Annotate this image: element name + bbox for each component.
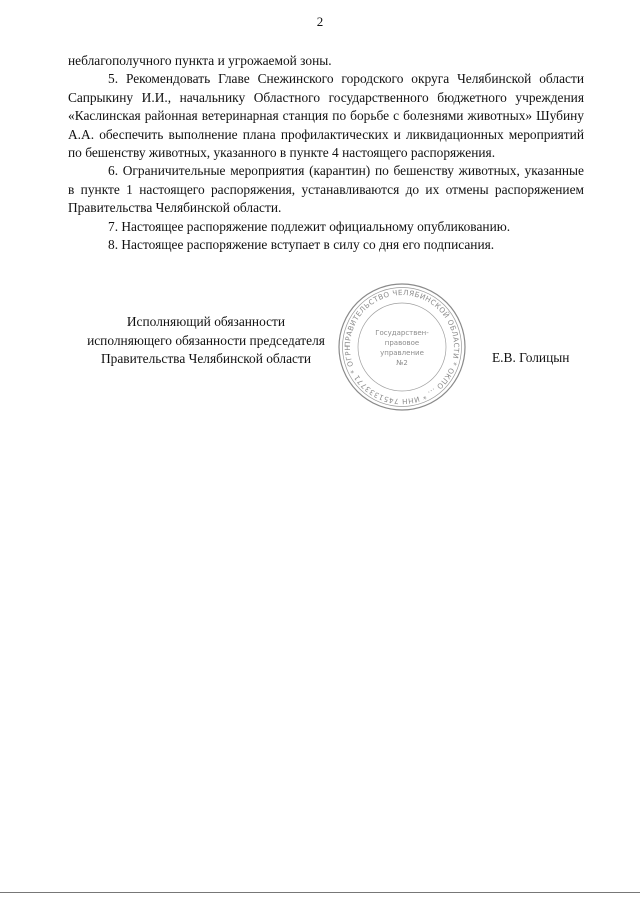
signatory-position-line3: Правительства Челябинской области	[101, 351, 311, 367]
signatory-position	[72, 313, 340, 369]
official-seal	[336, 281, 468, 413]
paragraph-item-8: 8. Настоящее распоряжение вступает в силу со дня его подписания.	[108, 237, 495, 253]
document-body	[68, 52, 584, 254]
page-bottom-edge	[0, 892, 640, 893]
signer-name: Е.В. Голицын	[492, 350, 570, 365]
signatory-position-line1: Исполняющий обязанности	[126, 314, 286, 329]
seal-center-line1: Государствен-	[375, 329, 429, 337]
paragraph-continuation: неблагополучного пункта и угрожаемой зоны.	[68, 53, 332, 68]
seal-outer-text: ПРАВИТЕЛЬСТВО ЧЕЛЯБИНСКОЙ ОБЛАСТИ * ОКПО ... * ИНН 7451333771 * ОГРН	[342, 287, 462, 407]
signatory-position-line2: исполняющего обязанности председателя	[87, 332, 325, 348]
seal-center-line4: №2	[396, 359, 408, 367]
seal-center-line3: управление	[380, 349, 424, 357]
page-number: 2	[316, 14, 324, 29]
paragraph-item-6: 6. Ограничительные мероприятия (карантин) по бешенству животных, указанные в пункте 1 настоящего распоряжения, устанавливаются до их отмены распоряжением Правительства Челябинской области.	[68, 163, 584, 216]
paragraph-item-7: 7. Настоящее распоряжение подлежит официальному опубликованию.	[108, 218, 511, 234]
seal-center-line2: правовое	[384, 339, 420, 347]
paragraph-item-5: 5. Рекомендовать Главе Снежинского городского округа Челябинской области Сапрыкину И.И., начальнику Областного государственного бюджетного учреждения «Каслинская районная ветеринарная станция по борьбе с болезнями животных» Шубину А.А. обеспечить выполнение плана профилактических и ликвидационных мероприятий по бешенству животных, указанного в пункте 4 настоящего распоряжения.	[68, 71, 584, 161]
